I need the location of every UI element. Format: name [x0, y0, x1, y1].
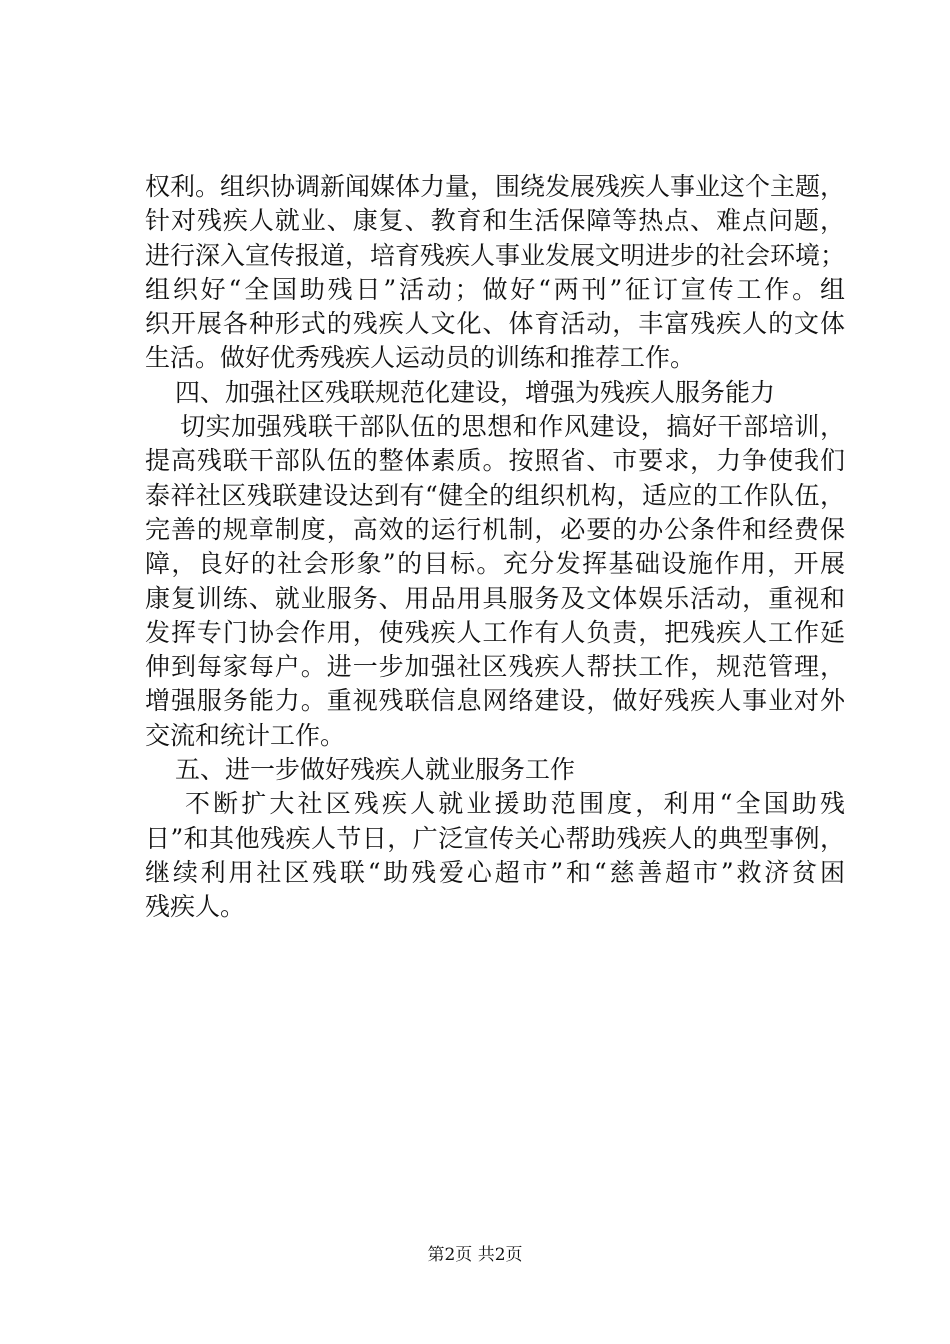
- text-line: 伸到每家每户。进一步加强社区残疾人帮扶工作，规范管理，: [145, 652, 845, 682]
- text-line: 完善的规章制度，高效的运行机制，必要的办公条件和经费保: [145, 514, 845, 544]
- text-line: 权利。组织协调新闻媒体力量，围绕发展残疾人事业这个主题，: [145, 172, 846, 201]
- text-line: 组织好“全国助残日”活动；做好“两刊”征订宣传工作。组: [145, 274, 845, 304]
- text-line: 增强服务能力。重视残联信息网络建设，做好残疾人事业对外: [145, 686, 845, 716]
- text-line: 康复训练、就业服务、用品用具服务及文体娱乐活动，重视和: [145, 583, 845, 613]
- text-line: 针对残疾人就业、康复、教育和生活保障等热点、难点问题，: [145, 206, 845, 236]
- text-line: 障，良好的社会形象”的目标。充分发挥基础设施作用，开展: [145, 549, 845, 579]
- text-line: 提高残联干部队伍的整体素质。按照省、市要求，力争使我们: [145, 446, 845, 476]
- section-heading: 五、进一步做好残疾人就业服务工作: [175, 755, 576, 785]
- text-line: 进行深入宣传报道，培育残疾人事业发展文明进步的社会环境；: [145, 240, 846, 270]
- text-line: 不断扩大社区残疾人就业援助范围度，利用“全国助残: [185, 789, 845, 819]
- section-heading: 四、加强社区残联规范化建设，增强为残疾人服务能力: [175, 377, 776, 407]
- text-line: 继续利用社区残联“助残爱心超市”和“慈善超市”救济贫困: [145, 857, 845, 887]
- text-line: 交流和统计工作。: [145, 720, 346, 750]
- text-line: 织开展各种形式的残疾人文化、体育活动，丰富残疾人的文体: [145, 309, 845, 339]
- document-body: [145, 170, 845, 925]
- text-line: 切实加强残联干部队伍的思想和作风建设，搞好干部培训，: [180, 412, 845, 442]
- text-line: 生活。做好优秀残疾人运动员的训练和推荐工作。: [145, 343, 696, 373]
- text-line: 残疾人。: [145, 892, 246, 922]
- text-line: 日”和其他残疾人节日，广泛宣传关心帮助残疾人的典型事例，: [145, 823, 845, 853]
- text-line: 泰祥社区残联建设达到有“健全的组织机构，适应的工作队伍，: [145, 480, 845, 510]
- page-footer: 第2页 共2页: [427, 1245, 523, 1265]
- text-line: 发挥专门协会作用，使残疾人工作有人负责，把残疾人工作延: [145, 617, 845, 647]
